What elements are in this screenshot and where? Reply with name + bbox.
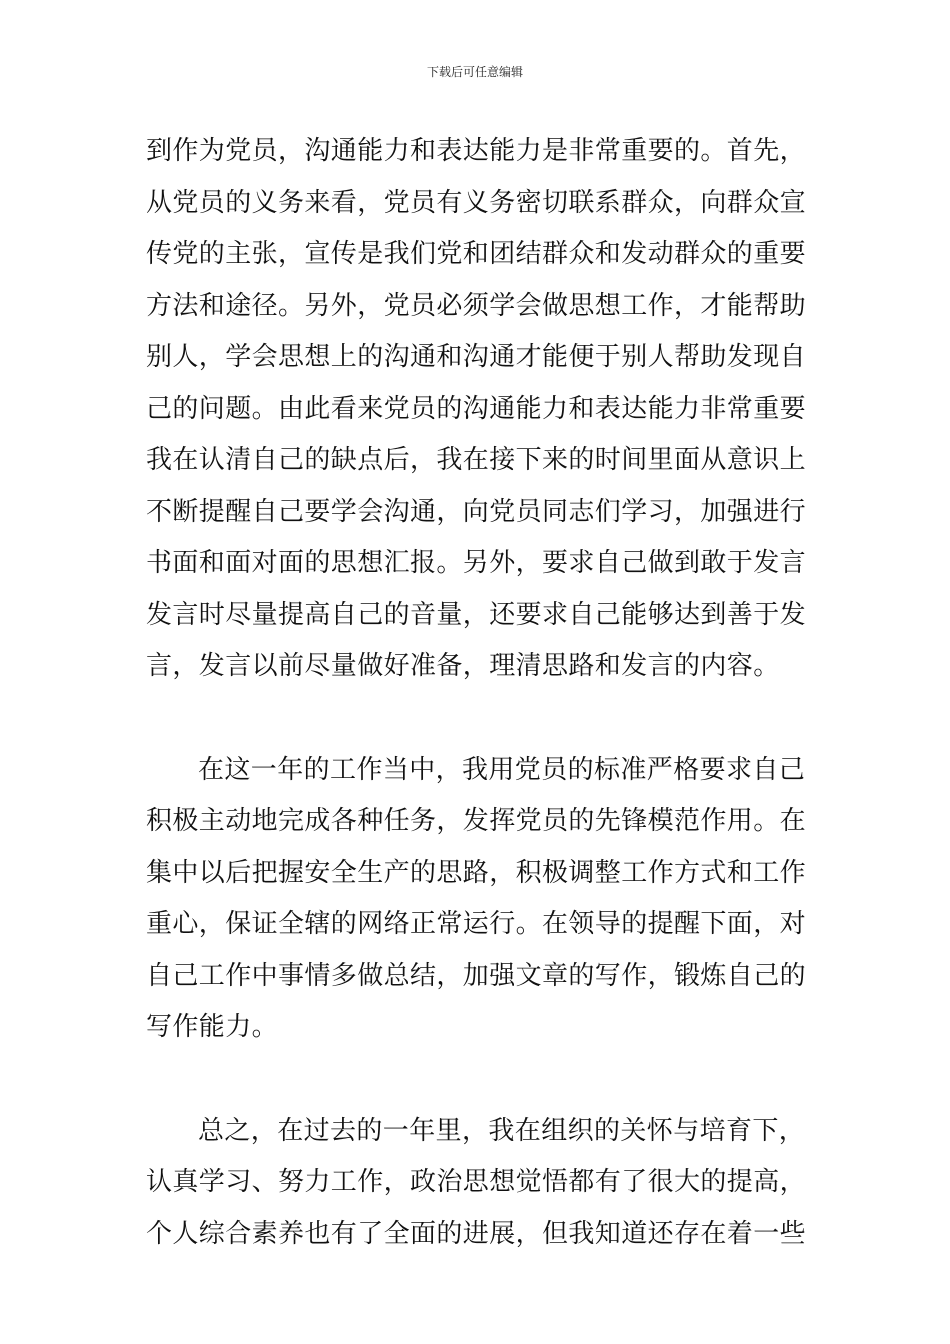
document-body [146,126,811,1260]
text-line: 认真学习、努力工作，政治思想觉悟都有了很大的提高， [146,1167,807,1197]
page-header: 下载后可任意编辑 [426,65,523,79]
text-line: 发言时尽量提高自己的音量，还要求自己能够达到善于发 [146,599,807,630]
text-line: 集中以后把握安全生产的思路，积极调整工作方式和工作 [146,857,807,888]
text-line: 在这一年的工作当中，我用党员的标准严格要求自己 [198,754,806,785]
paragraph-gap [146,693,811,745]
paragraph-2 [146,745,811,1054]
text-line: 个人综合素养也有了全面的进展，但我知道还存在着一些 [146,1218,807,1249]
paragraph-gap [146,1054,811,1106]
text-line: 总之，在过去的一年里，我在组织的关怀与培育下， [198,1115,806,1146]
text-line: 传党的主张，宣传是我们党和团结群众和发动群众的重要 [146,239,807,269]
text-line: 积极主动地完成各种任务，发挥党员的先锋模范作用。在 [146,806,807,836]
text-line: 写作能力。 [146,1012,279,1042]
text-line: 从党员的义务来看，党员有义务密切联系群众，向群众宣 [146,187,807,218]
text-line: 别人，学会思想上的沟通和沟通才能便于别人帮助发现自 [146,342,807,372]
text-line: 不断提醒自己要学会沟通，向党员同志们学习，加强进行 [146,496,807,527]
text-line: 己的问题。由此看来党员的沟通能力和表达能力非常重要 [146,393,807,424]
text-line: 重心，保证全辖的网络正常运行。在领导的提醒下面，对 [146,909,807,939]
text-line: 到作为党员，沟通能力和表达能力是非常重要的。首先， [146,136,807,166]
text-line: 方法和途径。另外，党员必须学会做思想工作，才能帮助 [146,290,807,321]
text-line: 自己工作中事情多做总结，加强文章的写作，锻炼自己的 [146,960,807,991]
paragraph-3 [146,1106,811,1261]
text-line: 言，发言以前尽量做好准备，理清思路和发言的内容。 [146,651,780,681]
text-line: 书面和面对面的思想汇报。另外，要求自己做到敢于发言 [146,548,807,578]
text-line: 我在认清自己的缺点后，我在接下来的时间里面从意识上 [146,445,807,475]
paragraph-1 [146,126,811,693]
